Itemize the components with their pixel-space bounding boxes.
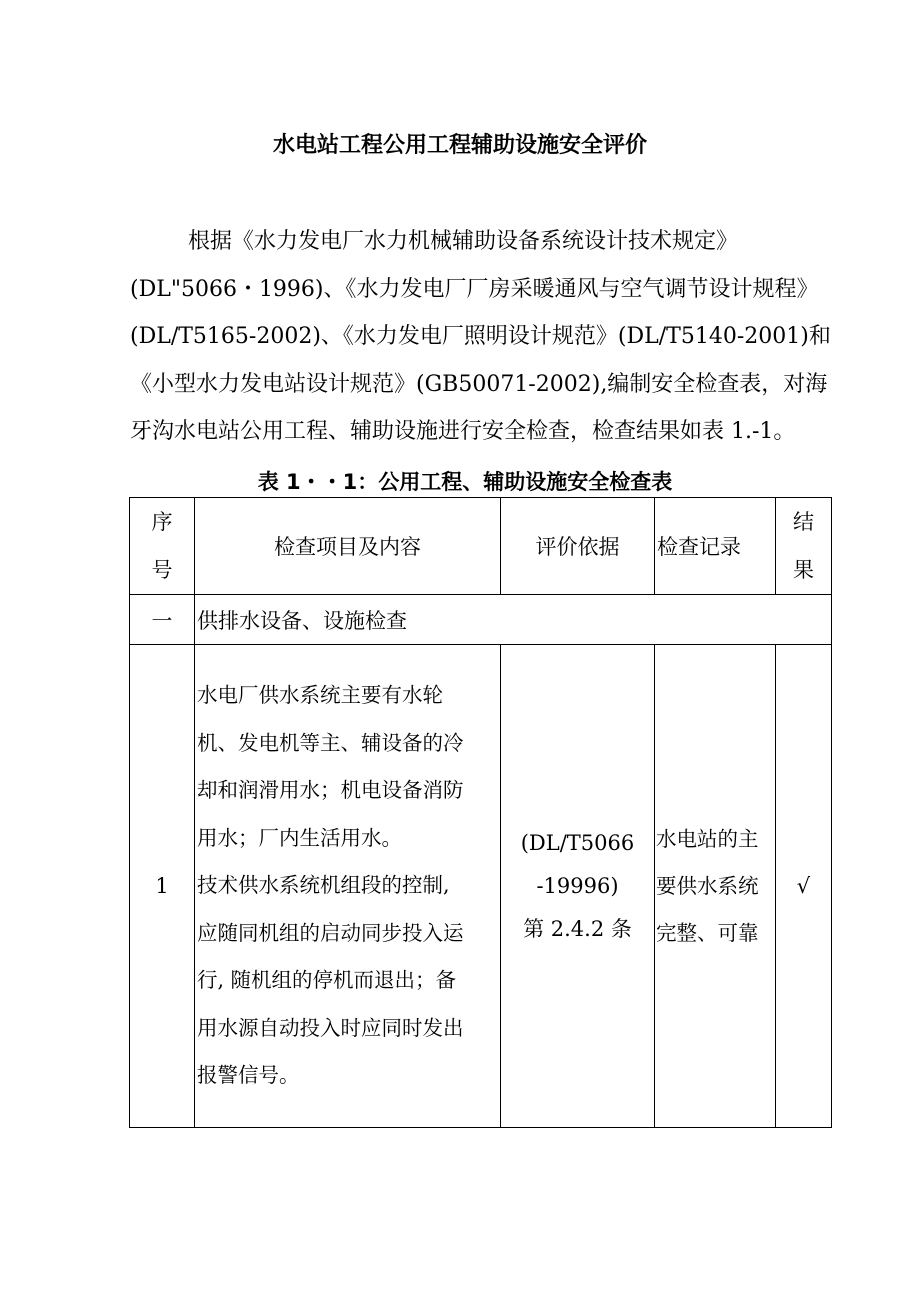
basis-line: 第 2.4.2 条 — [523, 916, 632, 941]
content-line: 用水；厂内生活用水。 — [197, 825, 402, 850]
row-content — [195, 645, 501, 1128]
table-row — [130, 645, 832, 1128]
safety-check-table — [129, 497, 832, 1128]
table-header-row — [130, 498, 832, 595]
content-line: 技术供水系统机组段的控制, — [197, 873, 450, 898]
header-basis: 评价依据 — [501, 498, 655, 595]
content-line: 机、发电机等主、辅设备的冷 — [197, 730, 464, 755]
content-line: 报警信号。 — [197, 1063, 300, 1088]
record-line: 水电站的主 — [656, 826, 759, 851]
paragraph-line: 根据《水力发电厂水力机械辅助设备系统设计技术规定》 — [188, 229, 739, 254]
record-line: 完整、可靠 — [656, 920, 759, 945]
header-no-line2: 号 — [151, 558, 173, 582]
header-record: 检查记录 — [655, 498, 776, 595]
row-basis — [501, 645, 655, 1128]
section-row — [130, 595, 832, 645]
header-result-line2: 果 — [793, 558, 814, 582]
paragraph-line: 《小型水力发电站设计规范》(GB50071-2002),编制安全检查表，对海 — [130, 371, 828, 397]
row-result-check: √ — [776, 645, 832, 1128]
header-result-line1: 结 — [793, 510, 814, 534]
header-no-line1: 序 — [151, 510, 173, 534]
paragraph-line: (DL"5066・1996)、《水力发电厂厂房采暖通风与空气调节设计规程》 — [130, 276, 819, 302]
row-number: 1 — [130, 645, 195, 1128]
section-number: 一 — [130, 595, 195, 645]
content-line: 却和润滑用水；机电设备消防 — [197, 778, 464, 803]
header-no — [130, 498, 195, 595]
intro-paragraph — [130, 218, 850, 456]
header-content: 检查项目及内容 — [195, 498, 501, 595]
basis-line: (DL/T5066 — [520, 830, 635, 855]
content-line: 用水源自动投入时应同时发出 — [197, 1015, 464, 1040]
content-line: 行, 随机组的停机而退出；备 — [197, 968, 457, 993]
section-title: 供排水设备、设施检查 — [195, 595, 832, 645]
paragraph-line: 牙沟水电站公用工程、辅助设施进行安全检查，检查结果如表 1.-1。 — [130, 419, 796, 444]
document-title: 水电站工程公用工程辅助设施安全评价 — [272, 133, 647, 158]
header-result — [776, 498, 832, 595]
paragraph-line: (DL/T5165-2002)、《水力发电厂照明设计规范》(DL/T5140-2001)和 — [130, 324, 831, 349]
content-line: 应随同机组的启动同步投入运 — [197, 920, 464, 945]
table-caption: 表 1・・1：公用工程、辅助设施安全检查表 — [257, 470, 673, 494]
record-line: 要供水系统 — [656, 873, 759, 898]
content-line: 水电厂供水系统主要有水轮 — [197, 683, 443, 708]
row-record — [655, 645, 776, 1128]
basis-line: -19996) — [536, 873, 619, 898]
